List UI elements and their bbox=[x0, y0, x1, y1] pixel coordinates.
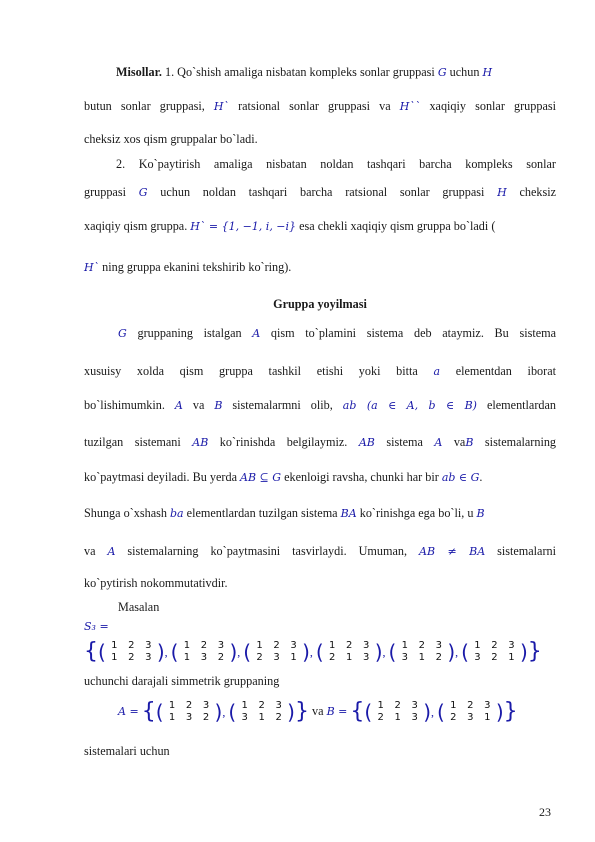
math-H-double-prime: H`` bbox=[399, 100, 421, 113]
p2-line3: xaqiqiy qism gruppa. H` = {1, −1, i, −i} esa chekli xaqiqiy qism gruppa bo`ladi ( bbox=[84, 219, 496, 233]
permutation-entry: 3 bbox=[411, 700, 418, 712]
permutation-entry: 3 bbox=[401, 652, 408, 664]
p1-line2: butun sonlar gruppasi, H` ratsional sonlar gruppasi va H`` xaqiqiy sonlar gruppasi bbox=[84, 99, 556, 113]
math-H: H bbox=[482, 66, 493, 79]
permutation-entry: 3 bbox=[435, 640, 442, 652]
permutation-entry: 2 bbox=[329, 652, 336, 664]
permutation-matrix bbox=[324, 640, 375, 664]
permutation-entry: 1 bbox=[256, 640, 263, 652]
example-lead: Misollar. bbox=[116, 65, 162, 79]
math-H-prime: H` bbox=[213, 100, 229, 113]
permutation-entry: 1 bbox=[168, 712, 176, 724]
permutation-matrix bbox=[372, 700, 423, 724]
permutation-entry: 3 bbox=[290, 640, 297, 652]
p3-line1: G gruppaning istalgan A qism to`plamini sistema deb ataymiz. Bu sistema bbox=[118, 326, 557, 340]
permutation-entry: 3 bbox=[411, 712, 418, 724]
formula-ab: ab (a ∈ A, b ∈ B) bbox=[342, 399, 477, 412]
permutation-entry: 3 bbox=[508, 640, 515, 652]
permutation-entry: 1 bbox=[290, 652, 297, 664]
permutation-entry: 3 bbox=[273, 652, 280, 664]
permutation-matrix bbox=[178, 640, 229, 664]
p3-line4: tuzilgan sistemani AB ko`rinishda belgilaymiz. AB sistema A vaB sistemalarning bbox=[84, 435, 557, 449]
permutation-entry: 3 bbox=[185, 712, 193, 724]
permutation-entry: 1 bbox=[450, 700, 457, 712]
permutation-entry: 3 bbox=[241, 712, 248, 724]
permutation-matrix bbox=[164, 700, 215, 724]
permutation-entry: 3 bbox=[200, 652, 208, 664]
permutation-entry: 2 bbox=[491, 640, 498, 652]
math-G: G bbox=[437, 66, 447, 79]
permutation-entry: 1 bbox=[418, 652, 425, 664]
permutation-entry: 1 bbox=[168, 700, 176, 712]
p3-line5: ko`paytmasi deyiladi. Bu yerda AB ⊆ G ekenloigi ravsha, chunki har bir ab ∈ G. bbox=[84, 470, 483, 484]
permutation-matrix bbox=[106, 640, 157, 664]
permutation-matrix bbox=[469, 640, 520, 664]
permutation-entry: 2 bbox=[202, 712, 210, 724]
A-B-sets: A = {( 1 2 3 1 3 2 ), ( 1 2 3 3 1 2 )} va B = {( 1 2 3 2 1 3 ), ( 1 2 3 2 3 1 )} bbox=[118, 699, 518, 725]
example-label: Masalan bbox=[118, 600, 160, 614]
permutation-entry: 2 bbox=[394, 700, 401, 712]
permutation-entry: 2 bbox=[128, 652, 135, 664]
permutation-entry: 2 bbox=[346, 640, 353, 652]
permutation-entry: 3 bbox=[145, 652, 152, 664]
formula-H-prime-set: H` = {1, −1, i, −i} bbox=[190, 220, 297, 233]
p3-line6: Shunga o`xshash ba elementlardan tuzilgan sistema BA ko`rinishga ega bo`li, u B bbox=[84, 506, 485, 520]
permutation-entry: 3 bbox=[363, 640, 370, 652]
permutation-entry: 2 bbox=[275, 712, 282, 724]
permutation-matrix bbox=[251, 640, 302, 664]
permutation-entry: 1 bbox=[401, 640, 408, 652]
permutation-entry: 2 bbox=[435, 652, 442, 664]
p3-line3: bo`lishimumkin. A va B sistemalarmni olib, ab (a ∈ A, b ∈ B) elementlardan bbox=[84, 398, 556, 412]
permutation-entry: 3 bbox=[484, 700, 491, 712]
permutation-entry: 1 bbox=[111, 652, 118, 664]
permutation-entry: 1 bbox=[346, 652, 353, 664]
permutation-entry: 2 bbox=[185, 700, 193, 712]
p3-line7: va A sistemalarning ko`paytmasini tasvirlaydi. Umuman, AB ≠ BA sistemalarni bbox=[84, 544, 557, 558]
permutation-entry: 2 bbox=[491, 652, 498, 664]
permutation-entry: 3 bbox=[363, 652, 370, 664]
permutation-matrix bbox=[396, 640, 447, 664]
permutation-entry: 1 bbox=[241, 700, 248, 712]
p3-line8: ko`pytirish nokommutativdir. bbox=[84, 576, 228, 590]
permutation-entry: 2 bbox=[273, 640, 280, 652]
permutation-entry: 3 bbox=[145, 640, 152, 652]
A-permutations: ( 1 2 3 1 3 2 ), ( 1 2 3 3 1 2 ) bbox=[155, 700, 295, 725]
permutation-entry: 1 bbox=[474, 640, 481, 652]
permutation-entry: 3 bbox=[467, 712, 474, 724]
permutation-entry: 1 bbox=[394, 712, 401, 724]
permutation-matrix bbox=[445, 700, 496, 724]
example-last-line: sistemalari uchun bbox=[84, 744, 170, 758]
permutation-entry: 1 bbox=[111, 640, 118, 652]
section-heading: Gruppa yoyilmasi bbox=[273, 297, 367, 311]
permutation-entry: 2 bbox=[467, 700, 474, 712]
p3-line2: xusuisy xolda qism gruppa tashkil etishi yoki bitta a elementdan iborat bbox=[84, 364, 556, 378]
permutation-entry: 1 bbox=[508, 652, 515, 664]
permutation-entry: 2 bbox=[377, 712, 384, 724]
p1-line3: cheksiz xos qism gruppalar bo`ladi. bbox=[84, 132, 258, 146]
permutation-entry: 1 bbox=[484, 712, 491, 724]
s3-label: S₃ = bbox=[84, 620, 109, 633]
example-line-after: uchunchi darajali simmetrik gruppaning bbox=[84, 674, 280, 688]
permutation-entry: 1 bbox=[183, 640, 191, 652]
permutation-entry: 2 bbox=[217, 652, 225, 664]
permutation-entry: 1 bbox=[258, 712, 265, 724]
p2-line2: gruppasi G uchun noldan tashqari barcha ratsional sonlar gruppasi H cheksiz bbox=[84, 185, 556, 199]
p2-line4: H` ning gruppa ekanini tekshirib ko`ring). bbox=[84, 260, 292, 274]
p1-line1: Misollar. 1. Qo`shish amaliga nisbatan kompleks sonlar gruppasi G uchun H bbox=[116, 65, 493, 79]
B-permutations: ( 1 2 3 2 1 3 ), ( 1 2 3 2 3 1 ) bbox=[364, 700, 504, 725]
permutation-entry: 2 bbox=[258, 700, 265, 712]
permutation-entry: 3 bbox=[275, 700, 282, 712]
permutation-entry: 1 bbox=[329, 640, 336, 652]
permutation-entry: 1 bbox=[377, 700, 384, 712]
permutation-entry: 3 bbox=[474, 652, 481, 664]
page-number: 23 bbox=[539, 805, 551, 819]
permutation-entry: 2 bbox=[256, 652, 263, 664]
permutation-entry: 2 bbox=[418, 640, 425, 652]
s3-set: {( 1 2 3 1 2 3 ), ( 1 2 3 1 3 2 ), ( 1 2 3 2 3 1 ), ( 1 2 3 2 1 3 ), ( 1 2 3 3 1 2 ), ( 1 2 3 3 2 1 )} bbox=[84, 639, 542, 665]
permutation-entry: 3 bbox=[202, 700, 210, 712]
p2-line1: 2. Ko`paytirish amaliga nisbatan noldan tashqari barcha kompleks sonlar bbox=[116, 157, 556, 171]
s3-permutations: ( 1 2 3 1 2 3 ), ( 1 2 3 1 3 2 ), ( 1 2 3 2 3 1 ), ( 1 2 3 2 1 3 ), ( 1 2 3 3 1 2 ), ( 1 2 3 3 2 1 ) bbox=[98, 640, 528, 665]
permutation-entry: 2 bbox=[128, 640, 135, 652]
permutation-matrix bbox=[236, 700, 287, 724]
permutation-entry: 2 bbox=[450, 712, 457, 724]
permutation-entry: 3 bbox=[217, 640, 225, 652]
permutation-entry: 2 bbox=[200, 640, 208, 652]
permutation-entry: 1 bbox=[183, 652, 191, 664]
